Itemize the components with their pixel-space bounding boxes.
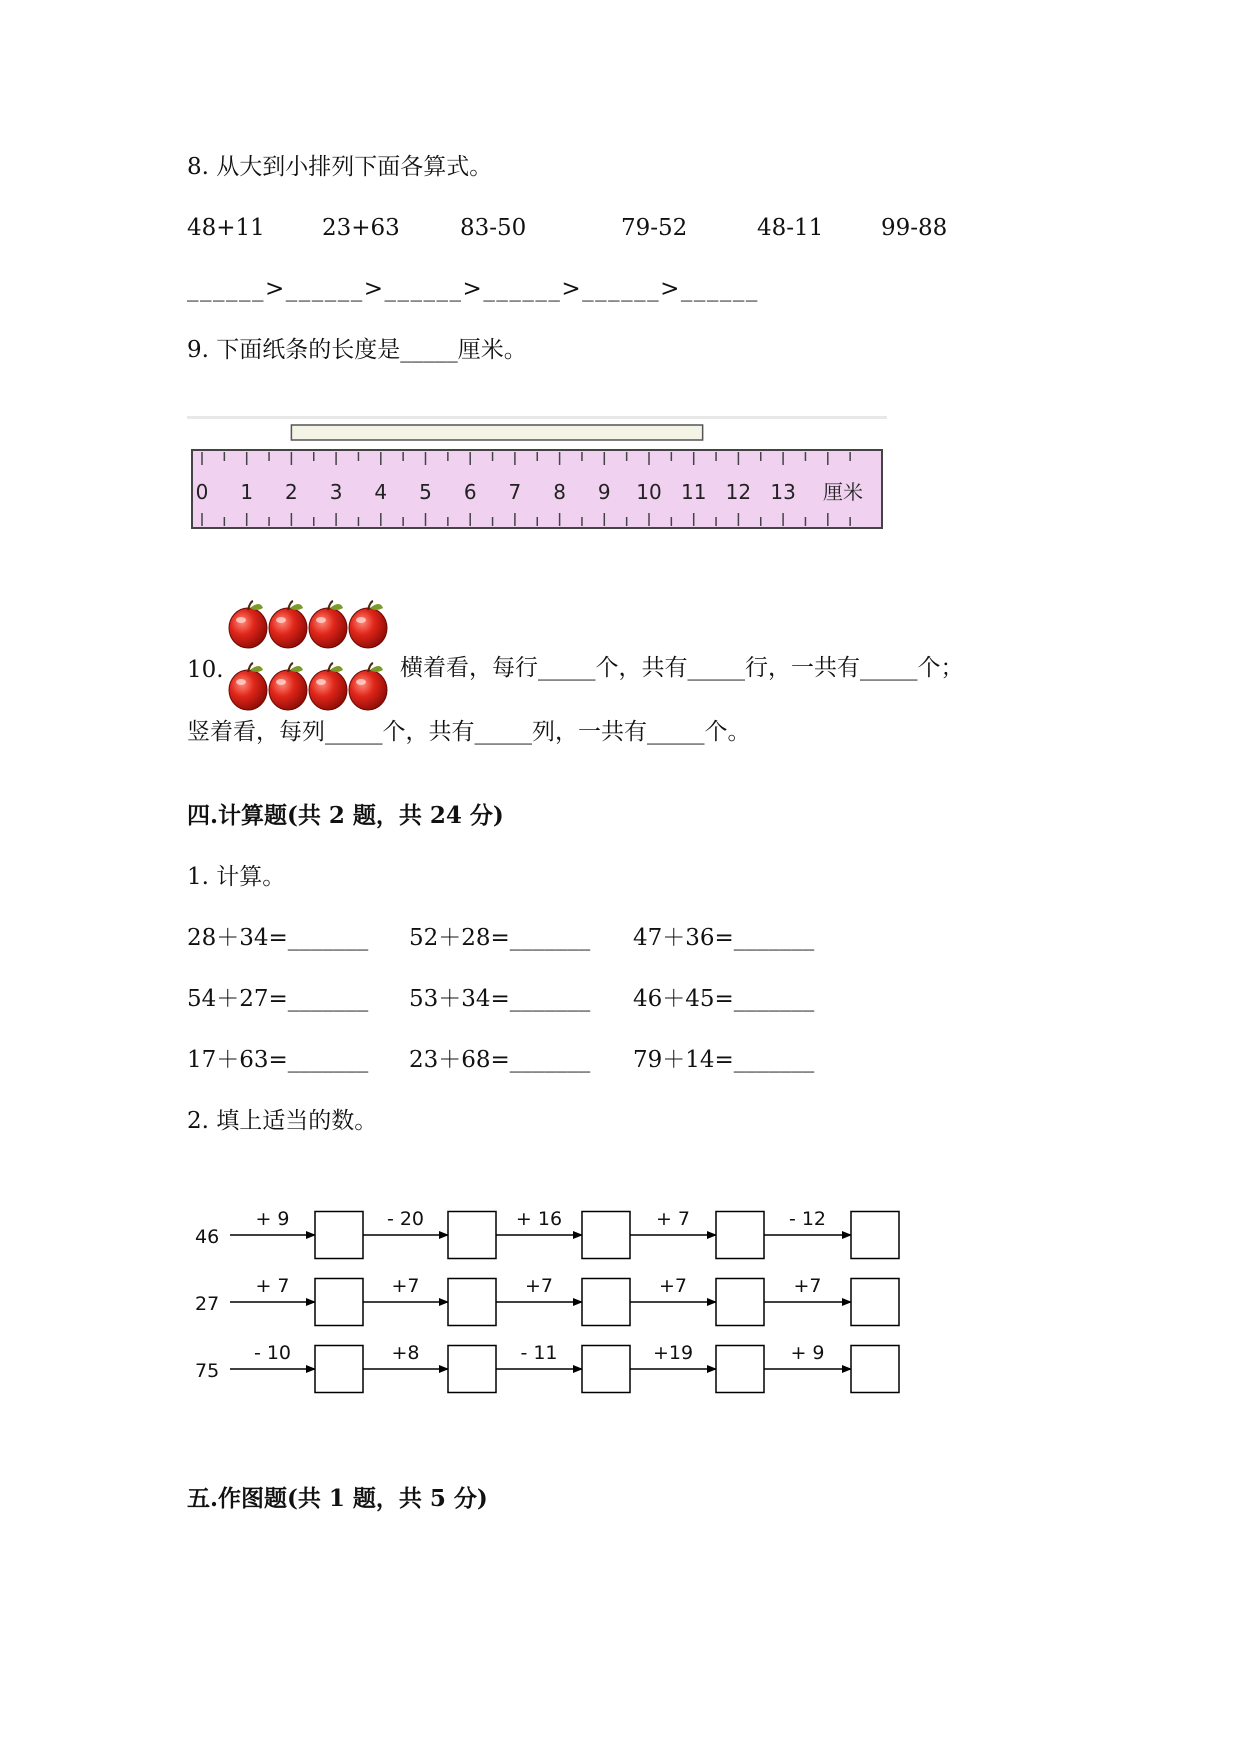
answer-box[interactable] xyxy=(315,1212,363,1259)
q1-title: 1. 计算。 xyxy=(187,864,286,890)
ruler-number: 12 xyxy=(725,480,752,504)
calc-item: 47＋36=_______ xyxy=(633,925,815,951)
answer-box[interactable] xyxy=(851,1212,899,1259)
chain-operation: - 11 xyxy=(520,1342,558,1364)
q2-title: 2. 填上适当的数。 xyxy=(187,1108,378,1134)
apple-icon xyxy=(309,663,347,710)
chain-operation: +7 xyxy=(391,1275,420,1297)
chain-operation: +7 xyxy=(658,1275,688,1297)
apple-icon xyxy=(349,663,387,710)
q9-title: 9. 下面纸条的长度是_____厘米。 xyxy=(187,337,527,363)
paper-strip xyxy=(291,425,702,440)
apple-array xyxy=(228,598,398,713)
answer-box[interactable] xyxy=(716,1212,764,1259)
answer-box[interactable] xyxy=(582,1212,630,1259)
apple-icon xyxy=(229,663,267,710)
ruler-number: 1 xyxy=(240,480,254,504)
ruler-number: 13 xyxy=(770,480,796,504)
answer-box[interactable] xyxy=(315,1279,363,1326)
ruler-number: 8 xyxy=(553,480,566,504)
calc-item: 52＋28=_______ xyxy=(409,925,591,951)
chain-start-number: 46 xyxy=(195,1226,220,1248)
answer-box[interactable] xyxy=(851,1346,899,1393)
calc-item: 28＋34=_______ xyxy=(187,925,369,951)
number-chain-figure xyxy=(195,1205,915,1420)
calc-item: 53＋34=_______ xyxy=(409,986,591,1012)
calc-item: 17＋63=_______ xyxy=(187,1047,369,1073)
q10-line2: 竖着看，每列_____个，共有_____列，一共有_____个。 xyxy=(187,719,751,745)
ruler-unit: 厘米 xyxy=(823,480,863,504)
expression-2: 23+63 xyxy=(322,215,400,241)
ruler-number: 4 xyxy=(374,480,388,504)
q10-label: 10. xyxy=(187,657,224,683)
chain-operation: + 9 xyxy=(255,1208,290,1230)
answer-box[interactable] xyxy=(448,1279,496,1326)
answer-box[interactable] xyxy=(716,1346,764,1393)
expression-1: 48+11 xyxy=(187,215,265,241)
chain-operation: +19 xyxy=(652,1342,694,1364)
section4-heading: 四.计算题(共 2 题，共 24 分) xyxy=(187,802,504,829)
chain-operation: + 16 xyxy=(515,1208,563,1230)
expression-5: 48-11 xyxy=(757,215,824,241)
ruler-number: 0 xyxy=(195,480,209,504)
ruler-number: 5 xyxy=(419,480,432,504)
chain-operation: +7 xyxy=(524,1275,554,1297)
calc-item: 54＋27=_______ xyxy=(187,986,369,1012)
chain-start-number: 27 xyxy=(195,1293,220,1315)
chain-operation: - 20 xyxy=(386,1208,425,1230)
ruler-number: 10 xyxy=(636,480,662,504)
q8-answer-line: ______>______>______>______>______>______ xyxy=(187,276,759,302)
answer-box[interactable] xyxy=(851,1279,899,1326)
q8-title: 8. 从大到小排列下面各算式。 xyxy=(187,154,493,180)
apple-icon xyxy=(349,601,387,648)
calc-item: 46＋45=_______ xyxy=(633,986,815,1012)
ruler-number: 11 xyxy=(680,480,707,504)
answer-box[interactable] xyxy=(582,1279,630,1326)
apple-icon xyxy=(229,601,267,648)
chain-operation: +7 xyxy=(793,1275,822,1297)
ruler-number: 7 xyxy=(508,480,522,504)
apple-icon xyxy=(269,601,307,648)
answer-box[interactable] xyxy=(716,1279,764,1326)
chain-operation: - 12 xyxy=(788,1208,827,1230)
expression-6: 99-88 xyxy=(881,215,948,241)
ruler-number: 9 xyxy=(597,480,611,504)
calc-item: 23＋68=_______ xyxy=(409,1047,591,1073)
chain-operation: - 10 xyxy=(253,1342,292,1364)
answer-box[interactable] xyxy=(315,1346,363,1393)
chain-operation: +8 xyxy=(391,1342,420,1364)
ruler-figure xyxy=(187,410,887,535)
answer-box[interactable] xyxy=(582,1346,630,1393)
apple-icon xyxy=(269,663,307,710)
answer-box[interactable] xyxy=(448,1346,496,1393)
answer-box[interactable] xyxy=(448,1212,496,1259)
section5-heading: 五.作图题(共 1 题，共 5 分) xyxy=(187,1485,488,1512)
expression-3: 83-50 xyxy=(460,215,527,241)
chain-operation: + 9 xyxy=(790,1342,825,1364)
ruler-number: 3 xyxy=(329,480,343,504)
expression-4: 79-52 xyxy=(621,215,688,241)
chain-operation: + 7 xyxy=(255,1275,290,1297)
ruler-number: 6 xyxy=(463,480,477,504)
chain-start-number: 75 xyxy=(195,1360,220,1382)
ruler-number: 2 xyxy=(285,480,298,504)
calc-item: 79＋14=_______ xyxy=(633,1047,815,1073)
chain-operation: + 7 xyxy=(655,1208,691,1230)
q10-line1: 横着看，每行_____个，共有_____行，一共有_____个； xyxy=(400,655,964,681)
apple-icon xyxy=(309,601,347,648)
